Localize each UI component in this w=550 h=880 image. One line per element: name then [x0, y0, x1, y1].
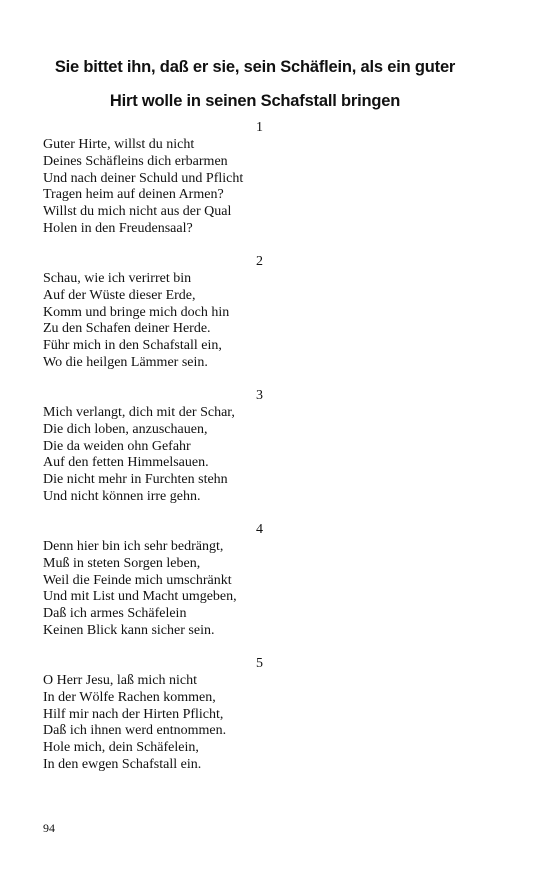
stanza-5	[43, 655, 263, 774]
verse-line: Hilf mir nach der Hirten Pflicht,	[43, 706, 224, 722]
stanza-number: 2	[256, 254, 263, 269]
verse-line: Mich verlangt, dich mit der Schar,	[43, 405, 235, 420]
verse-line: Tragen heim auf deinen Armen?	[43, 187, 224, 203]
verse-line: Keinen Blick kann sicher sein.	[43, 622, 215, 638]
stanza-2	[43, 253, 263, 372]
verse-line: Daß ich armes Schäfelein	[43, 606, 187, 622]
verse-line: Guter Hirte, willst du nicht	[43, 137, 195, 152]
stanza-1	[43, 119, 263, 238]
verse-line: Deines Schäfleins dich erbarmen	[43, 153, 228, 169]
verse-line: In den ewgen Schafstall ein.	[43, 756, 202, 772]
verse-line: O Herr Jesu, laß mich nicht	[43, 673, 197, 688]
verse-line: Und nicht können irre gehn.	[43, 488, 201, 504]
stanza-number: 5	[256, 656, 263, 671]
verse-line: Denn hier bin ich sehr bedrängt,	[43, 539, 224, 554]
stanza-3	[43, 387, 263, 506]
page-number: 94	[43, 821, 55, 835]
verse-line: Auf den fetten Himmelsauen.	[43, 455, 209, 471]
verse-line: Auf der Wüste dieser Erde,	[43, 287, 196, 303]
verse-line: Die nicht mehr in Furchten stehn	[43, 472, 228, 488]
stanza-number: 4	[256, 522, 263, 537]
title-line-1: Sie bittet ihn, daß er sie, sein Schäflein, als ein guter	[54, 58, 456, 76]
verse-line: Die da weiden ohn Gefahr	[43, 438, 191, 454]
verse-line: Willst du mich nicht aus der Qual	[43, 204, 232, 220]
stanza-number: 1	[256, 120, 263, 135]
verse-line: In der Wölfe Rachen kommen,	[43, 689, 216, 705]
stanza-4	[43, 521, 263, 640]
verse-line: Holen in den Freudensaal?	[43, 220, 193, 236]
verse-line: Zu den Schafen deiner Herde.	[43, 321, 211, 337]
stanza-number: 3	[256, 388, 263, 403]
verse-line: Muß in steten Sorgen leben,	[43, 555, 201, 571]
verse-line: Schau, wie ich verirret bin	[43, 271, 192, 286]
verse-line: Die dich loben, anzuschauen,	[43, 421, 208, 437]
verse-line: Und mit List und Macht umgeben,	[43, 589, 237, 605]
verse-line: Und nach deiner Schuld und Pflicht	[43, 170, 244, 186]
verse-line: Führ mich in den Schafstall ein,	[43, 338, 222, 354]
verse-line: Daß ich ihnen werd entnommen.	[43, 723, 227, 739]
verse-line: Hole mich, dein Schäfelein,	[43, 740, 199, 756]
title-line-2: Hirt wolle in seinen Schafstall bringen	[109, 92, 401, 110]
verse-line: Wo die heilgen Lämmer sein.	[43, 354, 208, 370]
verse-line: Komm und bringe mich doch hin	[43, 304, 230, 320]
verse-line: Weil die Feinde mich umschränkt	[43, 572, 232, 588]
